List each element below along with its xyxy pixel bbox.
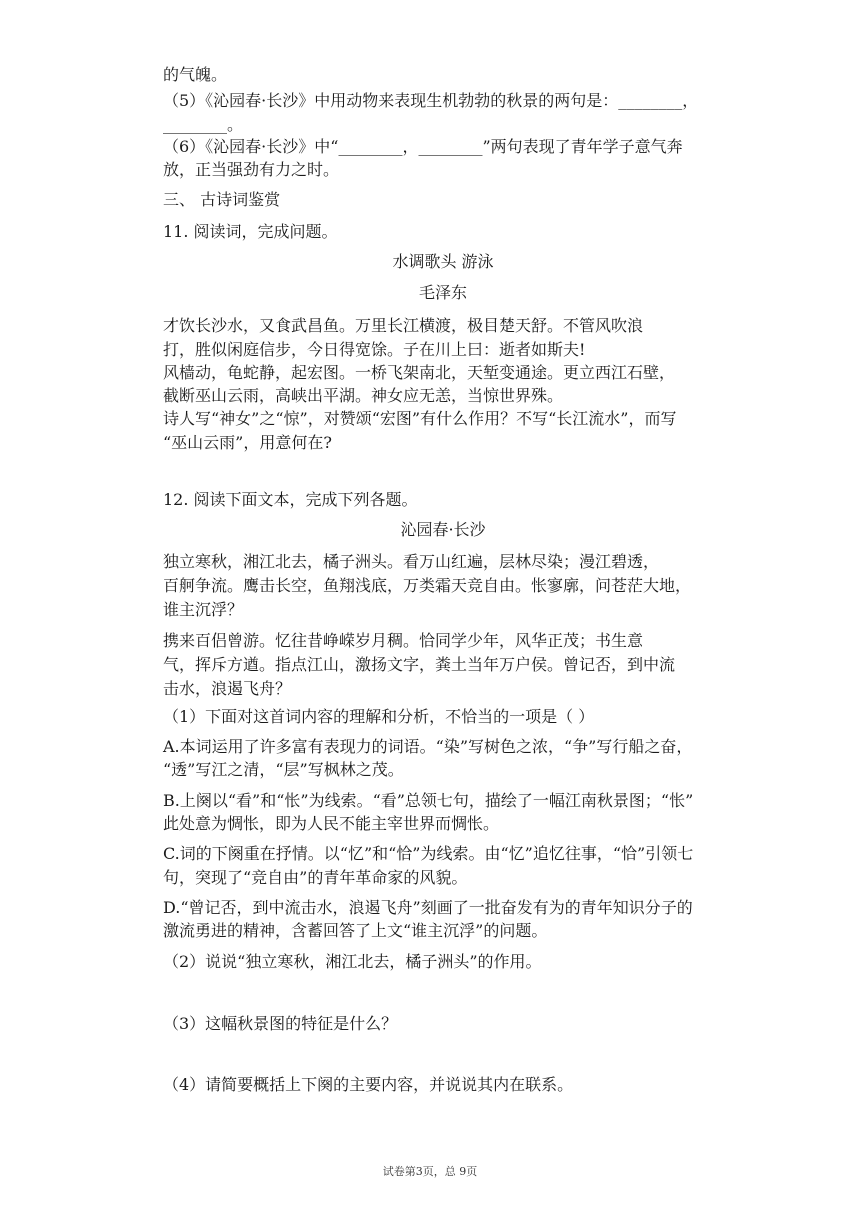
question-6: （6）《沁园春·长沙》中“________，________”两句表现了青年学子意气奔 bbox=[163, 137, 683, 156]
poem-line: 百舸争流。鹰击长空，鱼翔浅底，万类霜天竞自由。怅寥廓，问苍茫大地， bbox=[163, 576, 692, 595]
text-line: 放，正当强劲有力之时。 bbox=[163, 160, 340, 179]
option-a: A.本词运用了许多富有表现力的词语。“染”写树色之浓，“争”写行船之奋， bbox=[163, 737, 693, 756]
option-c: C.词的下阕重在抒情。以“忆”和“恰”为线索。由“忆”追忆往事，“恰”引领七 bbox=[163, 844, 694, 863]
poem-line: 携来百侣曾游。忆往昔峥嵘岁月稠。恰同学少年，风华正茂；书生意 bbox=[163, 631, 644, 650]
text-line: ________。 bbox=[163, 115, 244, 134]
poem-question: 诗人写“神女”之“惊”，对赞颂“宏图”有什么作用？不写“长江流水”，而写 bbox=[163, 409, 677, 428]
question-11: 11. 阅读词，完成问题。 bbox=[163, 222, 338, 241]
question-5: （5）《沁园春·长沙》中用动物来表现生机勃勃的秋景的两句是：________， bbox=[163, 91, 699, 110]
option-a: “透”写江之清，“层”写枫林之茂。 bbox=[163, 760, 404, 779]
sub-question-2: （2）说说“独立寒秋，湘江北去，橘子洲头”的作用。 bbox=[163, 952, 542, 971]
option-b: 此处意为惆怅，即为人民不能主宰世界而惆怅。 bbox=[163, 814, 500, 833]
sub-question-3: （3）这幅秋景图的特征是什么？ bbox=[163, 1014, 398, 1033]
poem-title: 水调歌头 游泳 bbox=[392, 252, 494, 271]
poem-line: 风樯动，龟蛇静，起宏图。一桥飞架南北，天堑变通途。更立西江石壁， bbox=[163, 363, 676, 382]
option-d: D.“曾记否，到中流击水，浪遏飞舟”刻画了一批奋发有为的青年知识分子的 bbox=[163, 898, 693, 917]
option-c: 句，突现了“竞自由”的青年革命家的风貌。 bbox=[163, 868, 468, 887]
poem-line: 独立寒秋，湘江北去，橘子洲头。看万山红遍，层林尽染；漫江碧透， bbox=[163, 552, 660, 571]
sub-question-1: （1）下面对这首词内容的理解和分析，不恰当的一项是（ ） bbox=[163, 707, 595, 726]
poem-line: 才饮长沙水，又食武昌鱼。万里长江横渡，极目楚天舒。不管风吹浪 bbox=[163, 316, 644, 335]
option-d: 激流勇进的精神，含蓄回答了上文“谁主沉浮”的问题。 bbox=[163, 921, 548, 940]
section-heading: 三、 古诗词鉴赏 bbox=[163, 190, 281, 209]
poem-author: 毛泽东 bbox=[418, 283, 467, 302]
poem-line: 打，胜似闲庭信步，今日得宽馀。子在川上曰：逝者如斯夫! bbox=[163, 340, 586, 359]
poem-line: 气，挥斥方遒。指点江山，激扬文字，粪土当年万户侯。曾记否，到中流 bbox=[163, 655, 676, 674]
poem-line: 截断巫山云雨，高峡出平湖。神女应无恙，当惊世界殊。 bbox=[163, 386, 564, 405]
poem-title: 沁园春·长沙 bbox=[400, 520, 486, 539]
poem-line: 谁主沉浮？ bbox=[163, 600, 244, 619]
sub-question-4: （4）请简要概括上下阕的主要内容，并说说其内在联系。 bbox=[163, 1075, 574, 1094]
poem-question: “巫山云雨”，用意何在? bbox=[163, 433, 332, 452]
option-b: B.上阕以“看”和“怅”为线索。“看”总领七句，描绘了一幅江南秋景图；“怅” bbox=[163, 791, 694, 810]
question-12: 12. 阅读下面文本，完成下列各题。 bbox=[163, 490, 418, 509]
page-footer: 试卷第3页，总 9页 bbox=[382, 1165, 478, 1178]
poem-line: 击水，浪遏飞舟？ bbox=[163, 679, 292, 698]
text-line: 的气魄。 bbox=[163, 65, 228, 84]
